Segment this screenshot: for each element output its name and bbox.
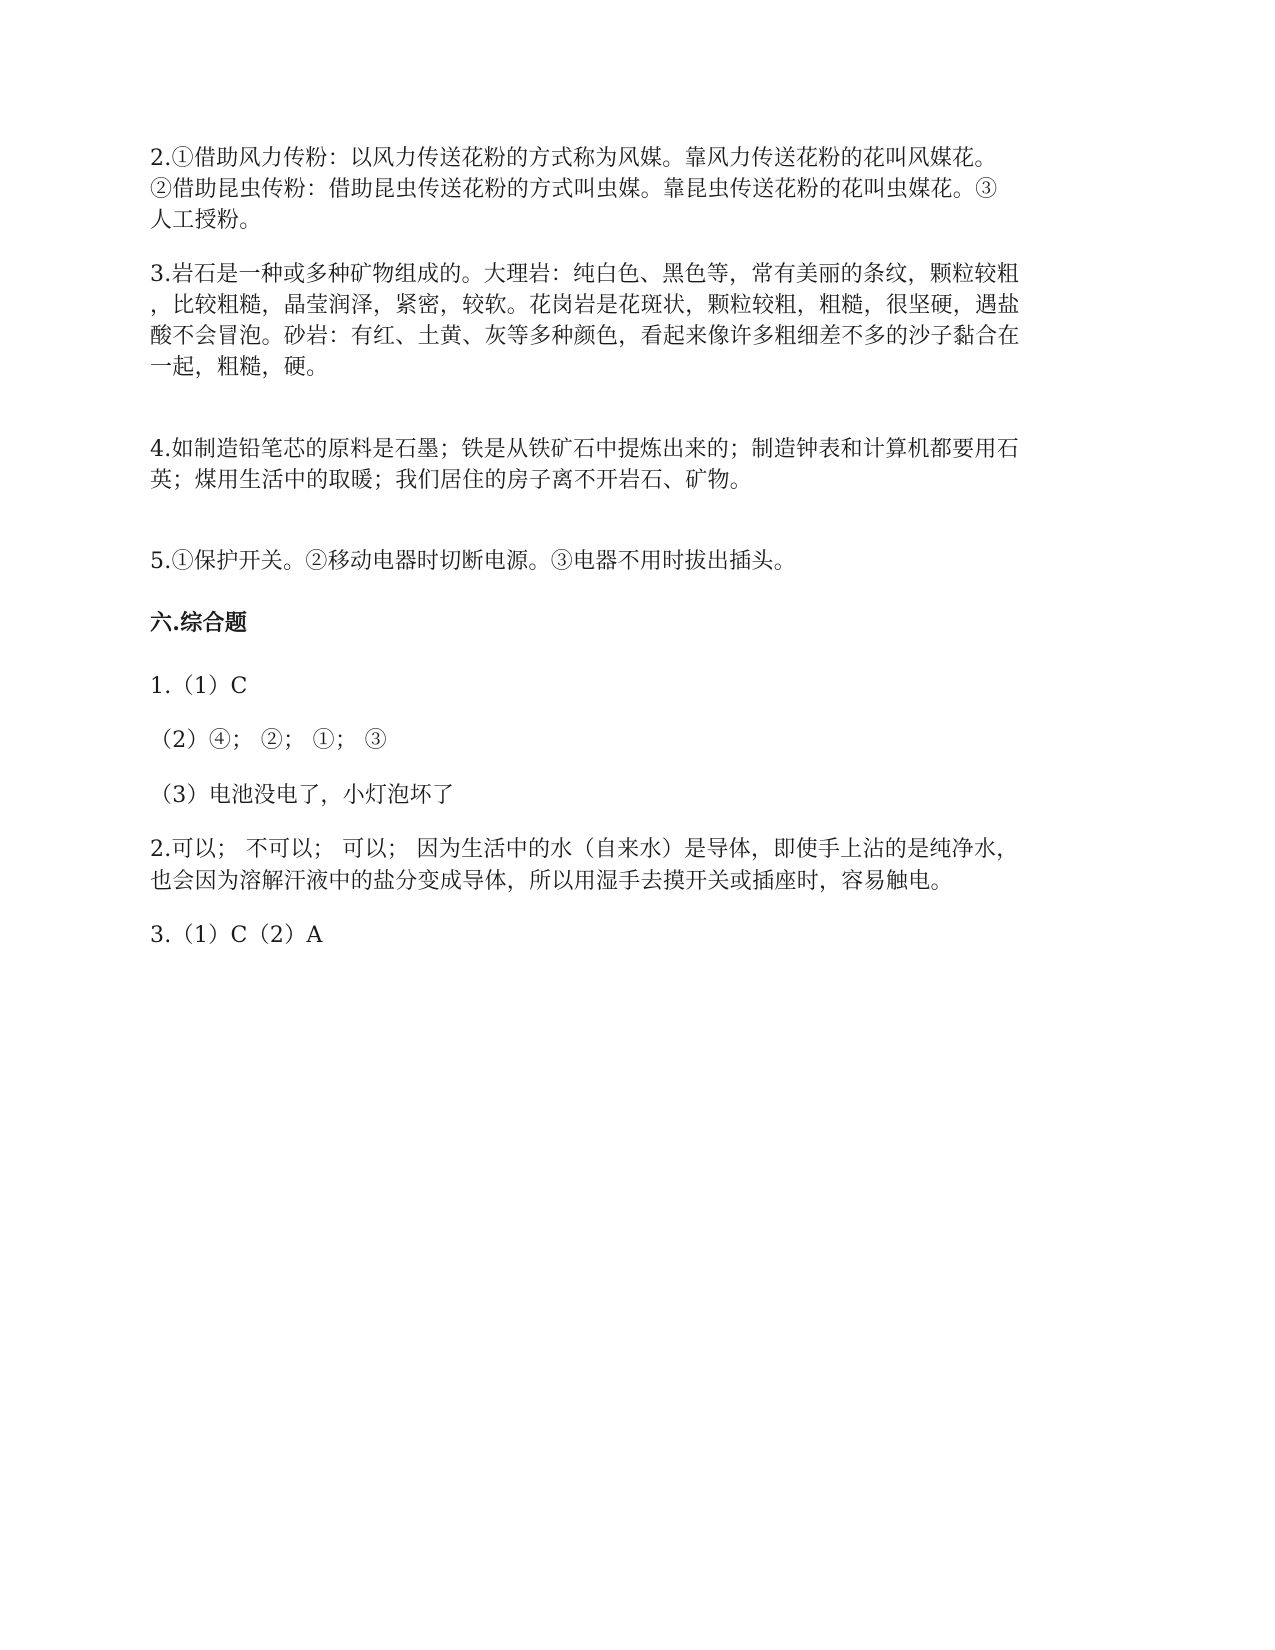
q3-line-4: 一起，粗糙，硬。 [150, 355, 329, 380]
q2-line-3: 人工授粉。 [150, 208, 262, 233]
q3-line-1: 3.岩石是一种或多种矿物组成的。大理岩：纯白色、黑色等，常有美丽的条纹，颗粒较粗 [150, 262, 1019, 287]
q4-line-2: 英；煤用生活中的取暖；我们居住的房子离不开岩石、矿物。 [150, 468, 753, 493]
q2-line-2: ②借助昆虫传粉：借助昆虫传送花粉的方式叫虫媒。靠昆虫传送花粉的花叫虫媒花。③ [150, 177, 998, 202]
s6-q1-part2: （2）④； ②； ①； ③ [150, 728, 387, 753]
s6-q2-line-2: 也会因为溶解汗液中的盐分变成导体，所以用湿手去摸开关或插座时，容易触电。 [150, 869, 953, 894]
q3-line-2: ，比较粗糙，晶莹润泽，紧密，较软。花岗岩是花斑状，颗粒较粗，粗糙，很坚硬，遇盐 [150, 293, 1020, 318]
s6-q1-part1: 1.（1）C [150, 674, 248, 699]
s6-q3-line: 3.（1）C（2）A [150, 923, 323, 948]
q2-line-1: 2.①借助风力传粉：以风力传送花粉的方式称为风媒。靠风力传送花粉的花叫风媒花。 [150, 146, 997, 171]
s6-q1-part3: （3）电池没电了，小灯泡坏了 [150, 783, 455, 808]
q3-line-3: 酸不会冒泡。砂岩：有红、土黄、灰等多种颜色，看起来像许多粗细差不多的沙子黏合在 [150, 324, 1020, 349]
q4-line-1: 4.如制造铅笔芯的原料是石墨；铁是从铁矿石中提炼出来的；制造钟表和计算机都要用石 [150, 437, 1019, 462]
s6-q2-line-1: 2.可以； 不可以； 可以； 因为生活中的水（自来水）是导体，即使手上沾的是纯净水， [150, 837, 1019, 862]
section6-heading: 六.综合题 [150, 610, 248, 636]
q5-line: 5.①保护开关。②移动电器时切断电源。③电器不用时拔出插头。 [150, 549, 796, 574]
